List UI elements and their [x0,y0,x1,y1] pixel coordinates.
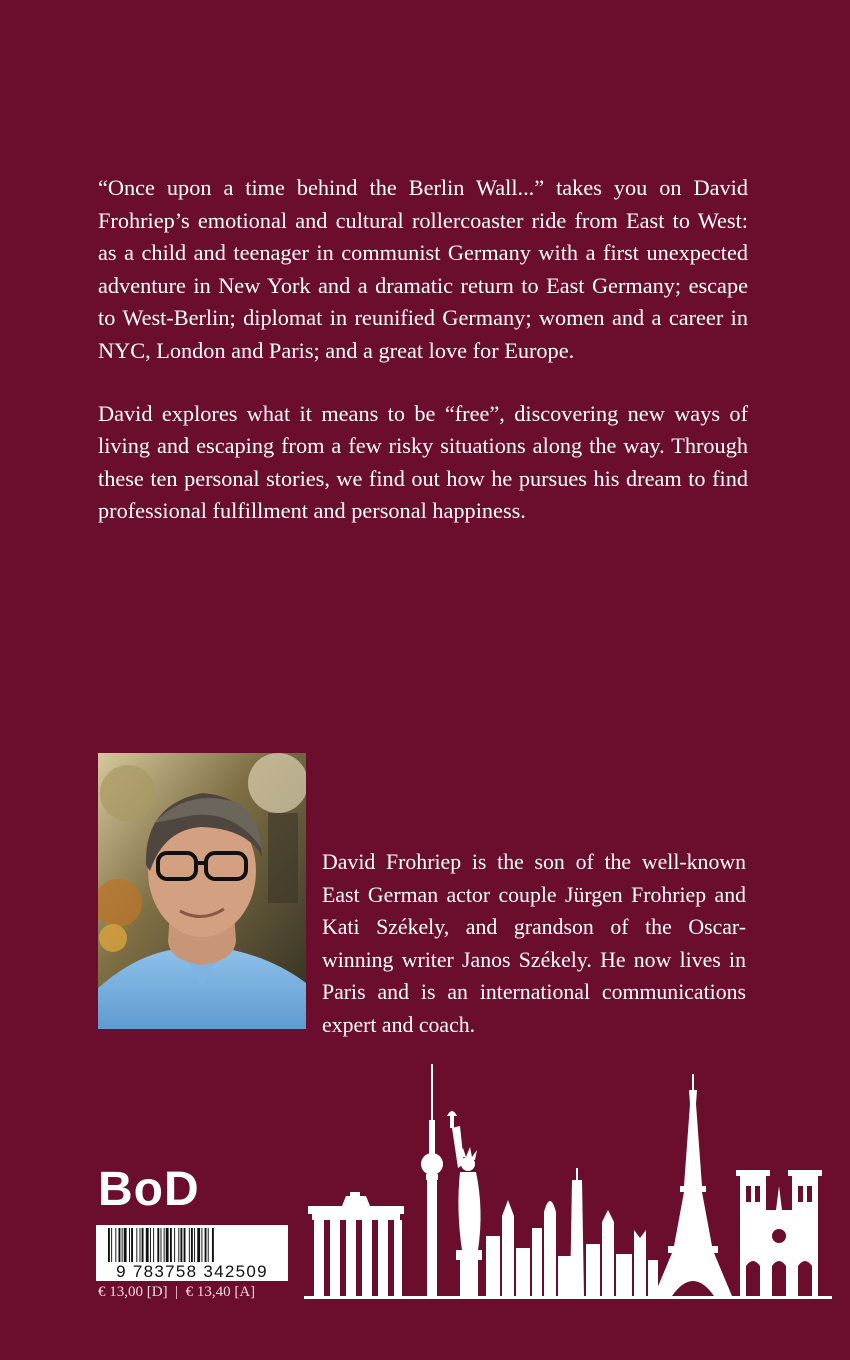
back-cover-blurb [98,172,748,528]
new-york-skyline-icon [486,1168,658,1296]
tv-tower-icon [421,1064,443,1296]
price-austria: € 13,40 [A] [185,1284,256,1300]
barcode [96,1225,288,1281]
price-germany: € 13,00 [D] [98,1284,168,1300]
blurb-paragraph-2: David explores what it means to be “free”, discovering new ways of living and escaping from a few risky situations along the way. Through these ten personal stories, we find out how he pursues his dream to find professional fulfillment and personal happiness. [98,400,748,524]
price-separator: | [175,1284,179,1300]
city-skyline-illustration [300,1060,836,1304]
blurb-paragraph-1: “Once upon a time behind the Berlin Wall...” takes you on David Frohriep’s emotional and cultural rollercoaster ride from East to West: as a child and teenager in communist Germany with a first unexpected adventure in New York and a dramatic return to East Germany; escape to West-Berlin; diplomat in reunified Germany; women and a career in NYC, London and Paris; and a great love for Europe. [98,175,748,363]
isbn-number: 9 783758 342509 [96,1263,288,1280]
author-photo [98,753,306,1029]
publisher-logo: BoD [98,1163,200,1216]
author-bio-text: David Frohriep is the son of the well-known East German actor couple Jürgen Frohriep and Kati Székely, and grandson of the Oscar-winning writer Janos Székely. He now lives in Paris and is an international communications expert and coach. [322,850,746,1037]
brandenburg-gate-icon [308,1192,404,1296]
price-line [98,1282,255,1302]
author-bio [322,846,746,1041]
eiffel-tower-icon [654,1074,732,1296]
statue-of-liberty-icon [447,1111,482,1296]
